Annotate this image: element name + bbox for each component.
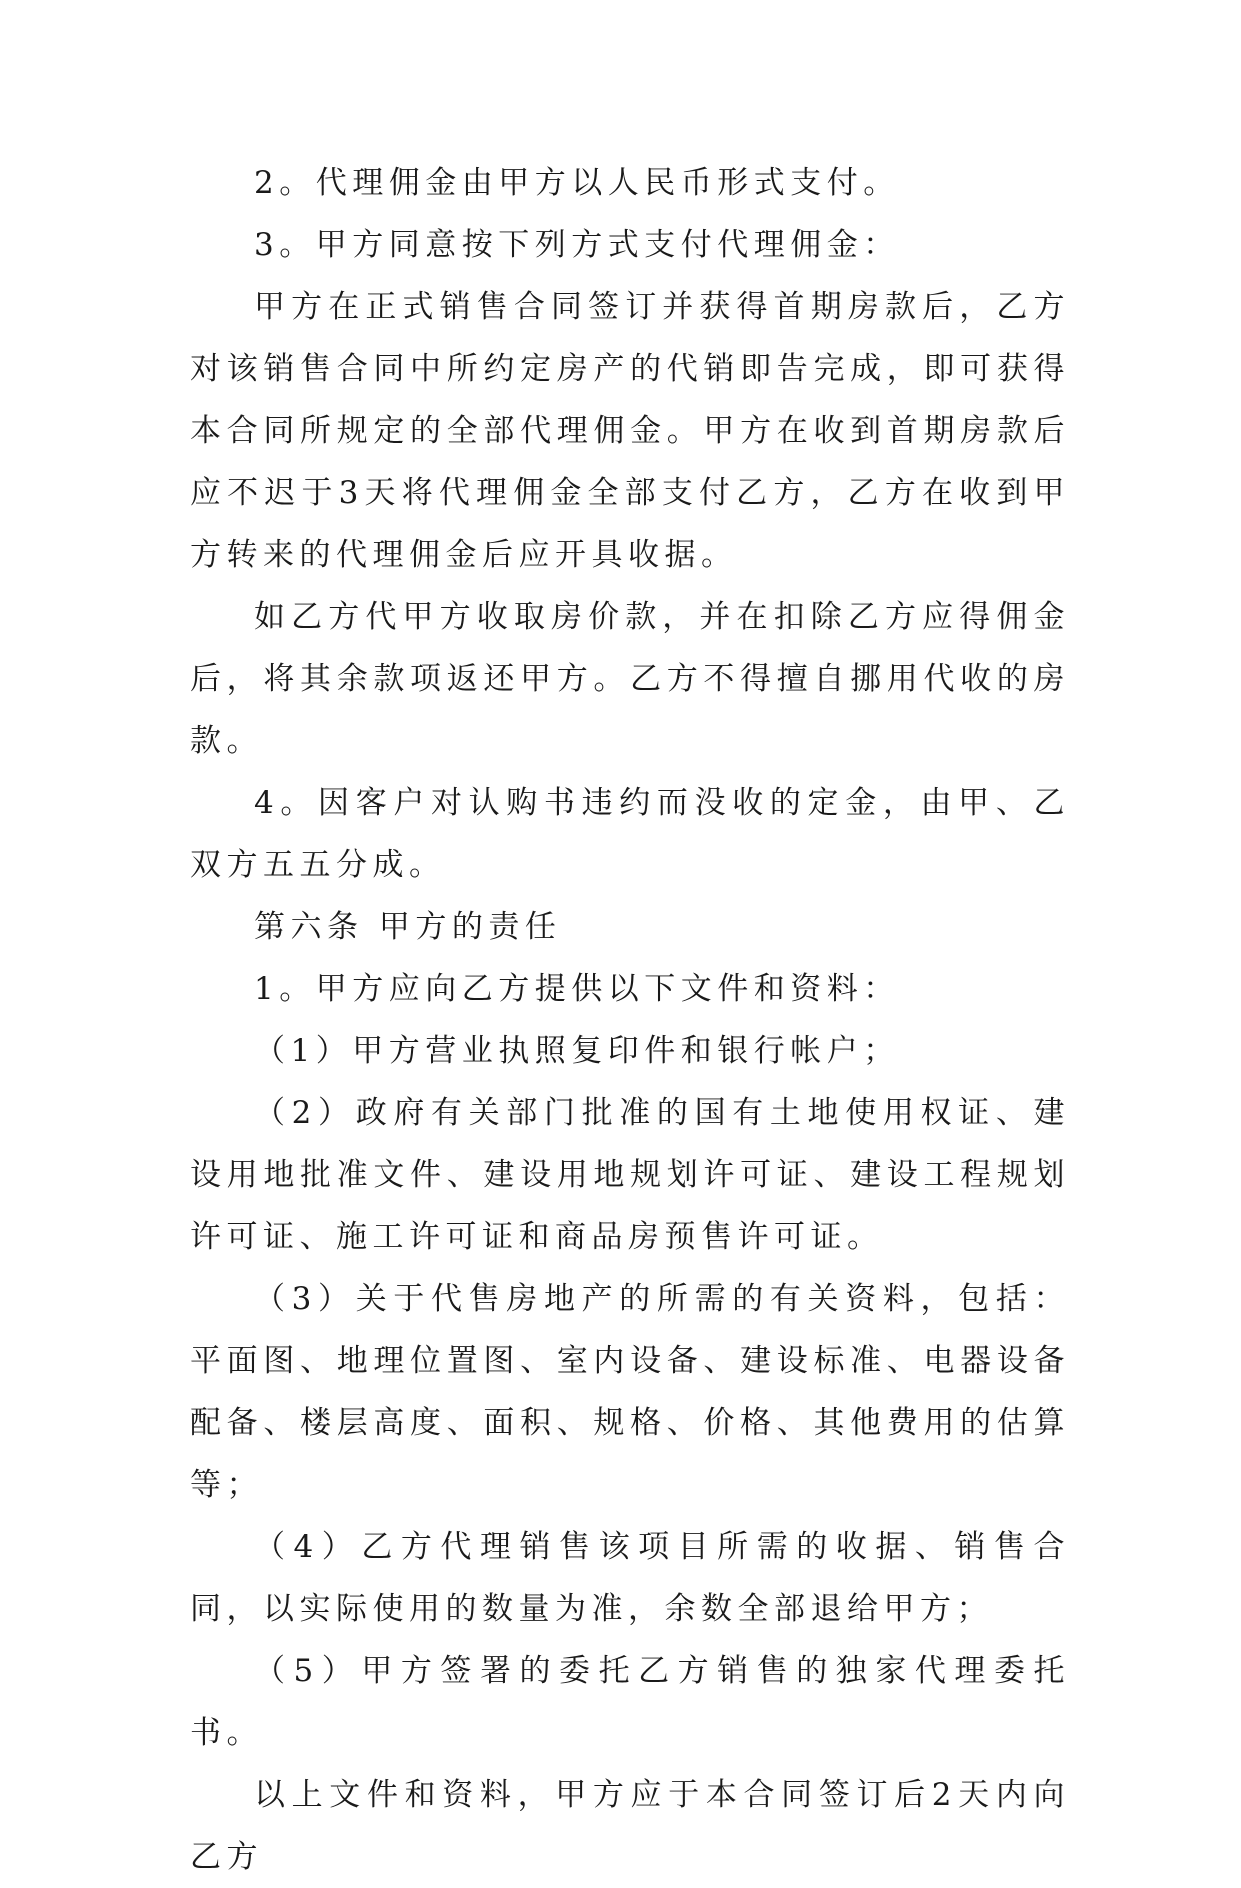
- paragraph-documents-intro: 1。甲方应向乙方提供以下文件和资料：: [254, 971, 900, 1007]
- paragraph-documents-deadline: 以上文件和资料，甲方应于本合同签订后2天内向乙方: [190, 1777, 1070, 1875]
- list-item-5: （5）甲方签署的委托乙方销售的独家代理委托书。: [190, 1653, 1070, 1751]
- paragraph-collection: 如乙方代甲方收取房价款，并在扣除乙方应得佣金后，将其余款项返还甲方。乙方不得擅自挪用代收的房款。: [190, 599, 1070, 759]
- paragraph-commission-currency: 2。代理佣金由甲方以人民币形式支付。: [254, 165, 900, 201]
- paragraph-payment-method: 3。甲方同意按下列方式支付代理佣金：: [254, 227, 900, 263]
- list-item-3: （3）关于代售房地产的所需的有关资料，包括：平面图、地理位置图、室内设备、建设标准、电器设备配备、楼层高度、面积、规格、价格、其他费用的估算等；: [190, 1281, 1070, 1503]
- list-item-1: （1）甲方营业执照复印件和银行帐户；: [254, 1033, 900, 1069]
- paragraph-payment-terms: 甲方在正式销售合同签订并获得首期房款后，乙方对该销售合同中所约定房产的代销即告完成，即可获得本合同所规定的全部代理佣金。甲方在收到首期房款后应不迟于3天将代理佣金全部支付乙方，乙方在收到甲方转来的代理佣金后应开具收据。: [190, 289, 1070, 573]
- contract-body: [190, 152, 1070, 1888]
- list-item-4: （4）乙方代理销售该项目所需的收据、销售合同，以实际使用的数量为准，余数全部退给甲方；: [190, 1529, 1070, 1627]
- list-item-2: （2）政府有关部门批准的国有土地使用权证、建设用地批准文件、建设用地规划许可证、建设工程规划许可证、施工许可证和商品房预售许可证。: [190, 1095, 1070, 1255]
- section-heading-article-6: 第六条 甲方的责任: [254, 909, 562, 945]
- paragraph-deposit-split: 4。因客户对认购书违约而没收的定金，由甲、乙双方五五分成。: [190, 785, 1070, 883]
